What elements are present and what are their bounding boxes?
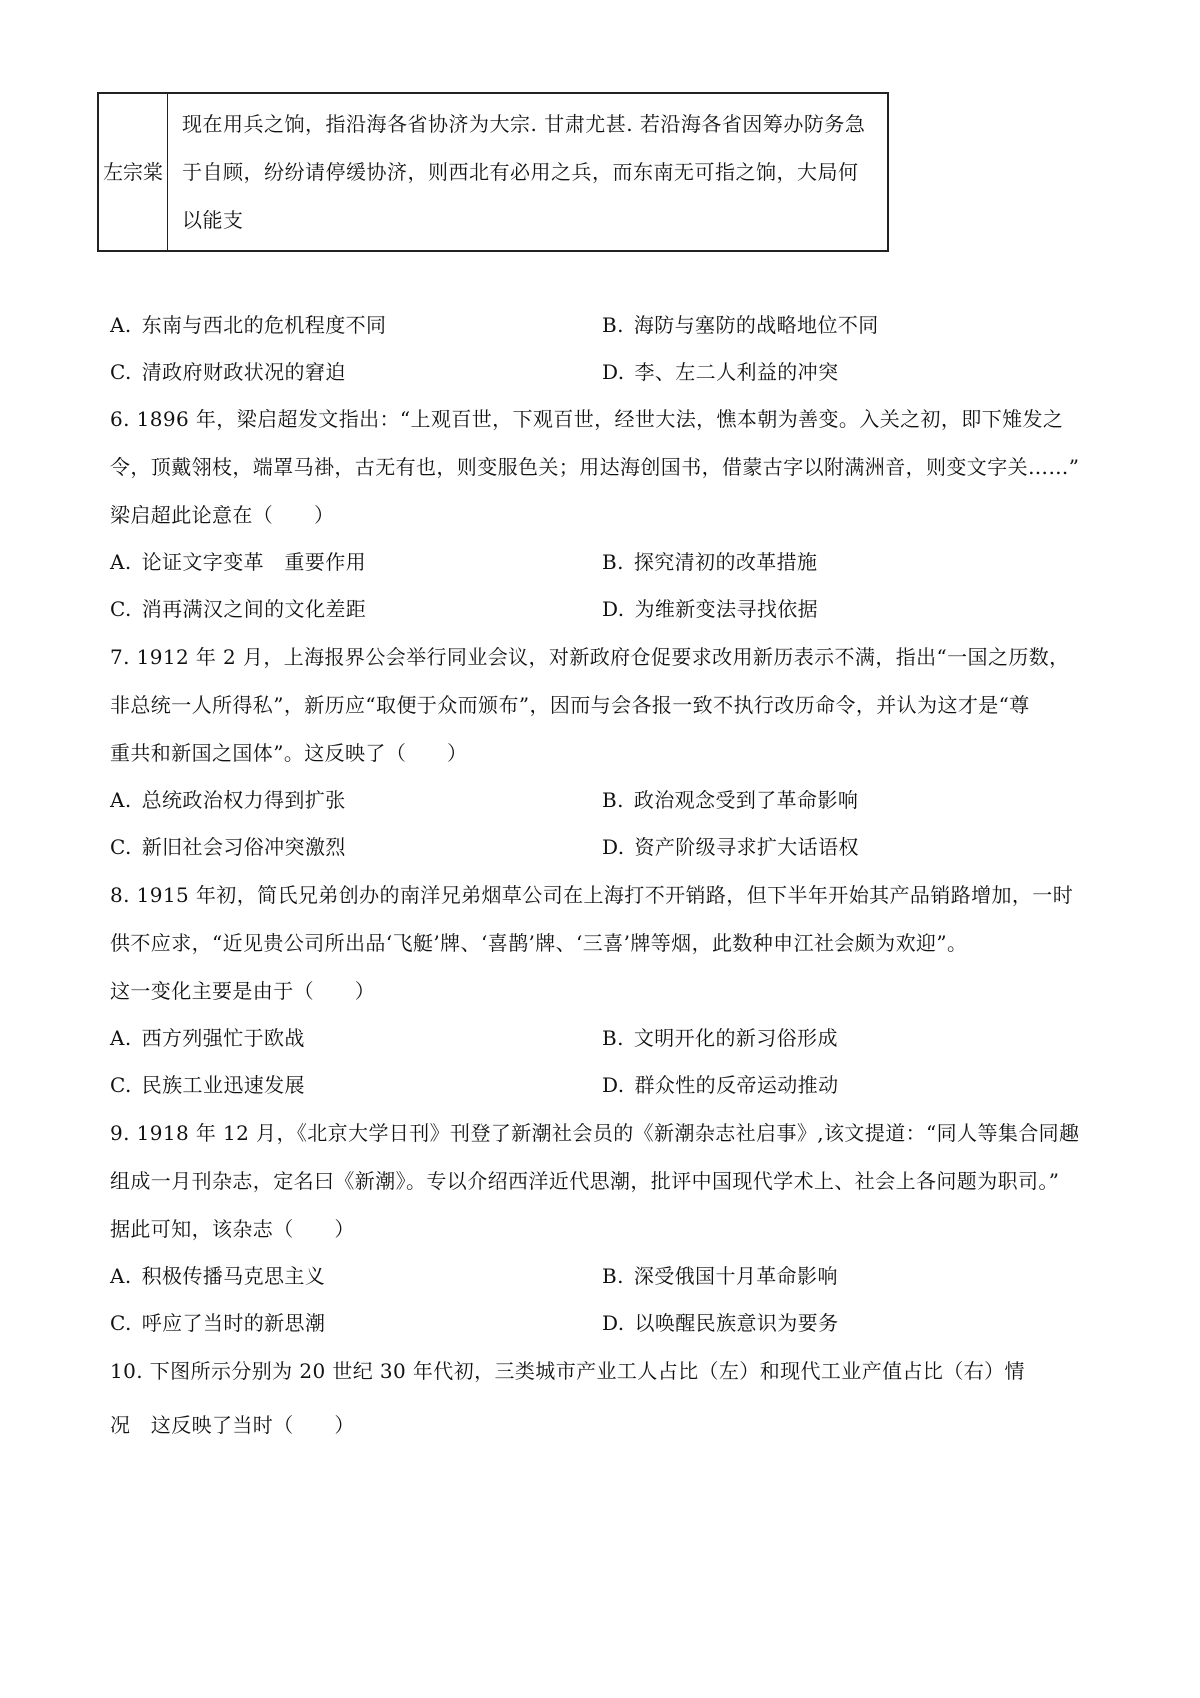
q6-stem-line-3: 梁启超此论意在（ ） xyxy=(110,503,335,527)
q8-stem-line-2: 供不应求，“近见贵公司所出品‘飞艇’牌、‘喜鹊’牌、‘三喜’牌等烟，此数种申江社会颇为欢迎”。 xyxy=(110,931,968,955)
q6-option-b[interactable]: B. 探究清初的改革措施 xyxy=(602,550,818,574)
q9-option-a[interactable]: A. 积极传播马克思主义 xyxy=(110,1264,326,1288)
q9-option-c[interactable]: C. 呼应了当时的新思潮 xyxy=(110,1311,326,1335)
q8-option-b[interactable]: B. 文明开化的新习俗形成 xyxy=(602,1026,838,1050)
q10-stem-line-2: 况 这反映了当时（ ） xyxy=(110,1413,355,1437)
q5-option-d[interactable]: D. 李、左二人利益的冲突 xyxy=(602,360,839,384)
q8-option-d[interactable]: D. 群众性的反帝运动推动 xyxy=(602,1073,839,1097)
q6-stem-line-2: 令，顶戴翎枝，端罩马褂，古无有也，则变服色关；用达海创国书，借蒙古字以附满洲音，则变文字关……” xyxy=(110,455,1080,479)
q8-stem-line-1: 8. 1915 年初，简氏兄弟创办的南洋兄弟烟草公司在上海打不开销路，但下半年开始其产品销路增加，一时 xyxy=(110,883,1074,907)
q8-option-a[interactable]: A. 西方列强忙于欧战 xyxy=(110,1026,305,1050)
q9-stem-line-3: 据此可知，该杂志（ ） xyxy=(110,1217,355,1241)
q9-stem-line-2: 组成一月刊杂志，定名曰《新潮》。专以介绍西洋近代思潮，批评中国现代学术上、社会上各问题为职司。” xyxy=(110,1169,1060,1193)
q9-option-b[interactable]: B. 深受俄国十月革命影响 xyxy=(602,1264,838,1288)
q9-option-d[interactable]: D. 以唤醒民族意识为要务 xyxy=(602,1311,839,1335)
q7-option-a[interactable]: A. 总统政治权力得到扩张 xyxy=(110,788,346,812)
quote-person: 左宗棠 xyxy=(98,93,168,251)
q7-stem-line-1: 7. 1912 年 2 月，上海报界公会举行同业会议，对新政府仓促要求改用新历表示不满，指出“一国之历数， xyxy=(110,645,1070,669)
q7-stem-line-2: 非总统一人所得私”，新历应“取便于众而颁布”，因而与会各报一致不执行改历命令，并认为这才是“尊 xyxy=(110,693,1030,717)
quote-text: 现在用兵之饷，指沿海各省协济为大宗. 甘肃尤甚. 若沿海各省因筹办防务急于自顾，纷纷请停缓协济，则西北有必用之兵，而东南无可指之饷，大局何以能支 xyxy=(168,93,889,251)
q7-option-b[interactable]: B. 政治观念受到了革命影响 xyxy=(602,788,859,812)
q7-option-c[interactable]: C. 新旧社会习俗冲突激烈 xyxy=(110,835,346,859)
q7-stem-line-3: 重共和新国之国体”。这反映了（ ） xyxy=(110,741,468,765)
q7-option-d[interactable]: D. 资产阶级寻求扩大话语权 xyxy=(602,835,859,859)
q8-option-c[interactable]: C. 民族工业迅速发展 xyxy=(110,1073,305,1097)
quote-table xyxy=(97,92,889,252)
q9-stem-line-1: 9. 1918 年 12 月，《北京大学日刊》刊登了新潮社会员的《新潮杂志社启事》,该文提道：“同人等集合同趣 xyxy=(110,1121,1080,1145)
q6-option-a[interactable]: A. 论证文字变革 重要作用 xyxy=(110,550,367,574)
q8-stem-line-3: 这一变化主要是由于（ ） xyxy=(110,979,376,1003)
q5-option-b[interactable]: B. 海防与塞防的战略地位不同 xyxy=(602,313,879,337)
q5-option-a[interactable]: A. 东南与西北的危机程度不同 xyxy=(110,313,387,337)
q5-option-c[interactable]: C. 清政府财政状况的窘迫 xyxy=(110,360,346,384)
q6-stem-line-1: 6. 1896 年，梁启超发文指出：“上观百世，下观百世，经世大法，憔本朝为善变。入关之初，即下雉发之 xyxy=(110,407,1064,431)
q10-stem-line-1: 10. 下图所示分别为 20 世纪 30 年代初，三类城市产业工人占比（左）和现代工业产值占比（右）情 xyxy=(110,1359,1025,1383)
q6-option-d[interactable]: D. 为维新变法寻找依据 xyxy=(602,597,819,621)
q6-option-c[interactable]: C. 消再满汉之间的文化差距 xyxy=(110,597,367,621)
